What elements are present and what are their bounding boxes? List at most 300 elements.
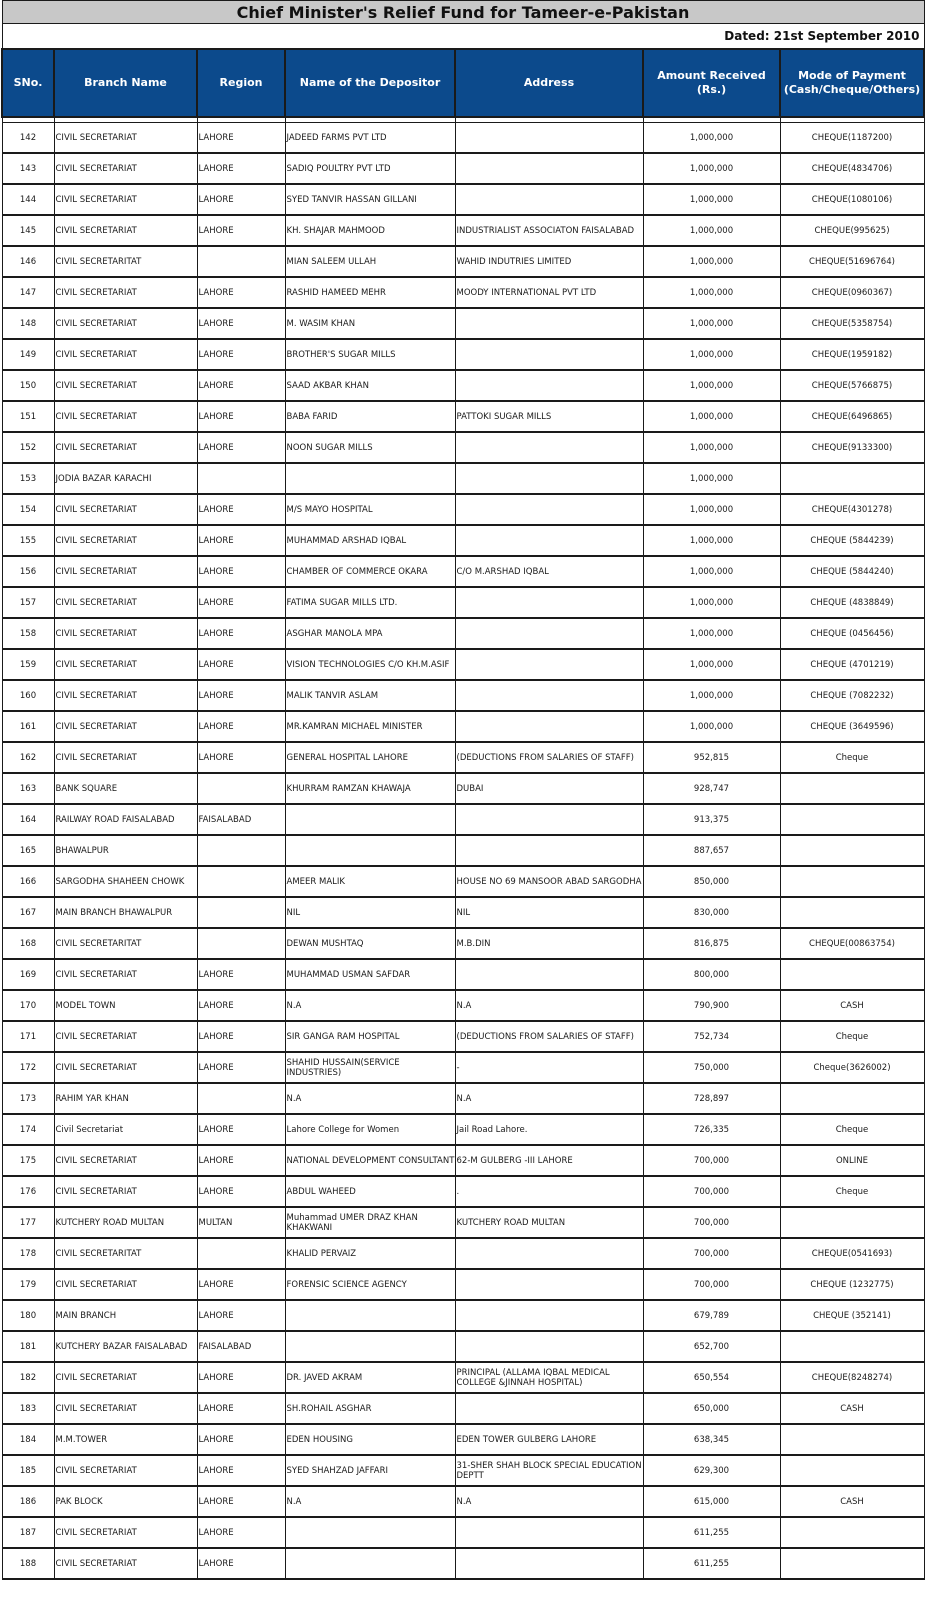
cell-address: N.A xyxy=(455,1486,643,1517)
cell-amount-received: 887,657 xyxy=(643,835,780,866)
cell-sno: 174 xyxy=(2,1114,54,1145)
cell-region: LAHORE xyxy=(197,556,285,587)
cell-depositor-name: ABDUL WAHEED xyxy=(285,1176,455,1207)
cell-address xyxy=(455,711,643,742)
cell-sno: 175 xyxy=(2,1145,54,1176)
table-row xyxy=(2,1238,924,1269)
cell-address: KUTCHERY ROAD MULTAN xyxy=(455,1207,643,1238)
cell-sno: 148 xyxy=(2,308,54,339)
cell-depositor-name: NATIONAL DEVELOPMENT CONSULTANT xyxy=(285,1145,455,1176)
cell-sno: 162 xyxy=(2,742,54,773)
cell-depositor-name: KHALID PERVAIZ xyxy=(285,1238,455,1269)
cell-sno: 172 xyxy=(2,1052,54,1083)
cell-region: LAHORE xyxy=(197,153,285,184)
cell-sno: 181 xyxy=(2,1331,54,1362)
cell-sno: 186 xyxy=(2,1486,54,1517)
cell-address: - xyxy=(455,1052,643,1083)
column-header-branch: Branch Name xyxy=(54,49,197,117)
cell-amount-received: 700,000 xyxy=(643,1269,780,1300)
cell-address: MOODY INTERNATIONAL PVT LTD xyxy=(455,277,643,308)
cell-region: LAHORE xyxy=(197,1300,285,1331)
cell-depositor-name: SIR GANGA RAM HOSPITAL xyxy=(285,1021,455,1052)
cell-sno: 163 xyxy=(2,773,54,804)
cell-amount-received: 700,000 xyxy=(643,1207,780,1238)
cell-address: DUBAI xyxy=(455,773,643,804)
cell-branch-name: JODIA BAZAR KARACHI xyxy=(54,463,197,494)
cell-depositor-name: VISION TECHNOLOGIES C/O KH.M.ASIF xyxy=(285,649,455,680)
cell-region: LAHORE xyxy=(197,494,285,525)
table-row xyxy=(2,1517,924,1548)
cell-payment-mode: CHEQUE (3649596) xyxy=(780,711,924,742)
table-row xyxy=(2,804,924,835)
cell-sno: 156 xyxy=(2,556,54,587)
cell-branch-name: Civil Secretariat xyxy=(54,1114,197,1145)
cell-payment-mode: Cheque xyxy=(780,1114,924,1145)
cell-amount-received: 752,734 xyxy=(643,1021,780,1052)
cell-address xyxy=(455,804,643,835)
cell-address xyxy=(455,370,643,401)
cell-payment-mode xyxy=(780,463,924,494)
cell-address: . xyxy=(455,1176,643,1207)
table-row xyxy=(2,1052,924,1083)
cell-depositor-name: MIAN SALEEM ULLAH xyxy=(285,246,455,277)
cell-branch-name: MAIN BRANCH BHAWALPUR xyxy=(54,897,197,928)
table-row xyxy=(2,1486,924,1517)
cell-payment-mode: CHEQUE(4301278) xyxy=(780,494,924,525)
cell-depositor-name: SYED SHAHZAD JAFFARI xyxy=(285,1455,455,1486)
cell-payment-mode: Cheque xyxy=(780,1176,924,1207)
cell-branch-name: CIVIL SECRETARIAT xyxy=(54,370,197,401)
cell-branch-name: CIVIL SECRETARIAT xyxy=(54,1548,197,1579)
cell-region: LAHORE xyxy=(197,1548,285,1579)
cell-amount-received: 800,000 xyxy=(643,959,780,990)
cell-sno: 177 xyxy=(2,1207,54,1238)
cell-sno: 183 xyxy=(2,1393,54,1424)
cell-branch-name: CIVIL SECRETARIAT xyxy=(54,680,197,711)
cell-amount-received: 1,000,000 xyxy=(643,308,780,339)
cell-depositor-name xyxy=(285,1517,455,1548)
cell-sno: 145 xyxy=(2,215,54,246)
cell-address: (DEDUCTIONS FROM SALARIES OF STAFF) xyxy=(455,742,643,773)
cell-payment-mode: CHEQUE(8248274) xyxy=(780,1362,924,1393)
cell-address xyxy=(455,1331,643,1362)
column-header-region: Region xyxy=(197,49,285,117)
cell-depositor-name: SHAHID HUSSAIN(SERVICE INDUSTRIES) xyxy=(285,1052,455,1083)
cell-amount-received: 1,000,000 xyxy=(643,370,780,401)
table-row xyxy=(2,742,924,773)
cell-amount-received: 952,815 xyxy=(643,742,780,773)
cell-amount-received: 726,335 xyxy=(643,1114,780,1145)
cell-branch-name: CIVIL SECRETARIAT xyxy=(54,587,197,618)
cell-payment-mode: CHEQUE (5844239) xyxy=(780,525,924,556)
cell-branch-name: CIVIL SECRETARIAT xyxy=(54,742,197,773)
cell-amount-received: 1,000,000 xyxy=(643,556,780,587)
cell-address xyxy=(455,959,643,990)
table-row xyxy=(2,1145,924,1176)
cell-depositor-name: M/S MAYO HOSPITAL xyxy=(285,494,455,525)
cell-region: LAHORE xyxy=(197,742,285,773)
cell-region: LAHORE xyxy=(197,339,285,370)
cell-amount-received: 790,900 xyxy=(643,990,780,1021)
cell-branch-name: CIVIL SECRETARIAT xyxy=(54,711,197,742)
cell-branch-name: CIVIL SECRETARITAT xyxy=(54,928,197,959)
cell-payment-mode: CHEQUE(6496865) xyxy=(780,401,924,432)
table-row xyxy=(2,339,924,370)
cell-region xyxy=(197,1238,285,1269)
cell-depositor-name: N.A xyxy=(285,990,455,1021)
cell-sno: 152 xyxy=(2,432,54,463)
cell-amount-received: 1,000,000 xyxy=(643,184,780,215)
cell-region xyxy=(197,246,285,277)
cell-depositor-name: EDEN HOUSING xyxy=(285,1424,455,1455)
cell-amount-received: 1,000,000 xyxy=(643,680,780,711)
cell-branch-name: CIVIL SECRETARIAT xyxy=(54,401,197,432)
table-row xyxy=(2,184,924,215)
cell-address xyxy=(455,432,643,463)
cell-branch-name: PAK BLOCK xyxy=(54,1486,197,1517)
cell-amount-received: 1,000,000 xyxy=(643,618,780,649)
cell-payment-mode xyxy=(780,1424,924,1455)
cell-branch-name: CIVIL SECRETARIAT xyxy=(54,1455,197,1486)
cell-depositor-name: BROTHER'S SUGAR MILLS xyxy=(285,339,455,370)
column-header-mode xyxy=(780,49,924,117)
cell-depositor-name: JADEED FARMS PVT LTD xyxy=(285,123,455,154)
cell-address xyxy=(455,1517,643,1548)
table-row xyxy=(2,1331,924,1362)
cell-sno: 165 xyxy=(2,835,54,866)
cell-region: LAHORE xyxy=(197,1145,285,1176)
cell-depositor-name: DEWAN MUSHTAQ xyxy=(285,928,455,959)
cell-payment-mode xyxy=(780,1455,924,1486)
cell-amount-received: 652,700 xyxy=(643,1331,780,1362)
cell-region: LAHORE xyxy=(197,1424,285,1455)
cell-address xyxy=(455,463,643,494)
table-row xyxy=(2,556,924,587)
cell-region: LAHORE xyxy=(197,1176,285,1207)
table-row xyxy=(2,123,924,154)
cell-region: LAHORE xyxy=(197,1393,285,1424)
cell-sno: 169 xyxy=(2,959,54,990)
cell-depositor-name: FATIMA SUGAR MILLS LTD. xyxy=(285,587,455,618)
table-row xyxy=(2,773,924,804)
cell-payment-mode: CHEQUE(1187200) xyxy=(780,123,924,154)
cell-branch-name: CIVIL SECRETARITAT xyxy=(54,1238,197,1269)
cell-sno: 160 xyxy=(2,680,54,711)
cell-payment-mode xyxy=(780,773,924,804)
cell-sno: 144 xyxy=(2,184,54,215)
cell-depositor-name: CHAMBER OF COMMERCE OKARA xyxy=(285,556,455,587)
cell-depositor-name: Lahore College for Women xyxy=(285,1114,455,1145)
table-row xyxy=(2,680,924,711)
cell-payment-mode xyxy=(780,1548,924,1579)
cell-region: LAHORE xyxy=(197,1269,285,1300)
cell-sno: 170 xyxy=(2,990,54,1021)
cell-depositor-name: FORENSIC SCIENCE AGENCY xyxy=(285,1269,455,1300)
cell-amount-received: 700,000 xyxy=(643,1176,780,1207)
cell-amount-received: 1,000,000 xyxy=(643,494,780,525)
cell-region: LAHORE xyxy=(197,990,285,1021)
table-row xyxy=(2,463,924,494)
cell-depositor-name xyxy=(285,1331,455,1362)
cell-branch-name: CIVIL SECRETARIAT xyxy=(54,339,197,370)
cell-sno: 167 xyxy=(2,897,54,928)
cell-region: LAHORE xyxy=(197,1486,285,1517)
cell-address: Jail Road Lahore. xyxy=(455,1114,643,1145)
table-row xyxy=(2,494,924,525)
cell-payment-mode xyxy=(780,804,924,835)
cell-payment-mode: CHEQUE(00863754) xyxy=(780,928,924,959)
cell-payment-mode: Cheque xyxy=(780,1021,924,1052)
table-row xyxy=(2,1548,924,1579)
cell-depositor-name: N.A xyxy=(285,1083,455,1114)
cell-branch-name: CIVIL SECRETARIAT xyxy=(54,153,197,184)
cell-payment-mode xyxy=(780,1083,924,1114)
column-header-sno: SNo. xyxy=(2,49,54,117)
cell-amount-received: 1,000,000 xyxy=(643,587,780,618)
cell-region: LAHORE xyxy=(197,618,285,649)
cell-amount-received: 913,375 xyxy=(643,804,780,835)
cell-depositor-name: SADIQ POULTRY PVT LTD xyxy=(285,153,455,184)
cell-depositor-name xyxy=(285,1300,455,1331)
cell-depositor-name: Muhammad UMER DRAZ KHAN KHAKWANI xyxy=(285,1207,455,1238)
table-row xyxy=(2,711,924,742)
cell-payment-mode: Cheque(3626002) xyxy=(780,1052,924,1083)
cell-address xyxy=(455,153,643,184)
cell-depositor-name: M. WASIM KHAN xyxy=(285,308,455,339)
cell-region: LAHORE xyxy=(197,1114,285,1145)
cell-branch-name: BANK SQUARE xyxy=(54,773,197,804)
cell-depositor-name: DR. JAVED AKRAM xyxy=(285,1362,455,1393)
column-header-amount xyxy=(643,49,780,117)
cell-amount-received: 1,000,000 xyxy=(643,339,780,370)
cell-payment-mode: CHEQUE (5844240) xyxy=(780,556,924,587)
cell-branch-name: CIVIL SECRETARIAT xyxy=(54,308,197,339)
cell-payment-mode xyxy=(780,1331,924,1362)
cell-branch-name: M.M.TOWER xyxy=(54,1424,197,1455)
cell-depositor-name: MR.KAMRAN MICHAEL MINISTER xyxy=(285,711,455,742)
cell-payment-mode: CHEQUE(5766875) xyxy=(780,370,924,401)
cell-payment-mode: CASH xyxy=(780,1393,924,1424)
cell-sno: 146 xyxy=(2,246,54,277)
cell-sno: 173 xyxy=(2,1083,54,1114)
cell-payment-mode: CHEQUE(995625) xyxy=(780,215,924,246)
table-row xyxy=(2,308,924,339)
cell-amount-received: 1,000,000 xyxy=(643,711,780,742)
cell-branch-name: BHAWALPUR xyxy=(54,835,197,866)
cell-address: INDUSTRIALIST ASSOCIATON FAISALABAD xyxy=(455,215,643,246)
cell-amount-received: 650,554 xyxy=(643,1362,780,1393)
cell-branch-name: CIVIL SECRETARIAT xyxy=(54,525,197,556)
table-row xyxy=(2,277,924,308)
cell-branch-name: CIVIL SECRETARIAT xyxy=(54,1052,197,1083)
cell-address xyxy=(455,308,643,339)
cell-branch-name: CIVIL SECRETARIAT xyxy=(54,1145,197,1176)
cell-region: MULTAN xyxy=(197,1207,285,1238)
amount-header-line1: Amount Received xyxy=(657,69,766,82)
cell-branch-name: KUTCHERY ROAD MULTAN xyxy=(54,1207,197,1238)
cell-depositor-name: MUHAMMAD ARSHAD IQBAL xyxy=(285,525,455,556)
table-row xyxy=(2,897,924,928)
cell-branch-name: MODEL TOWN xyxy=(54,990,197,1021)
cell-address: N.A xyxy=(455,990,643,1021)
table-row xyxy=(2,1393,924,1424)
cell-address: 31-SHER SHAH BLOCK SPECIAL EDUCATION DEPTT xyxy=(455,1455,643,1486)
cell-address: PRINCIPAL (ALLAMA IQBAL MEDICAL COLLEGE &JINNAH HOSPITAL) xyxy=(455,1362,643,1393)
cell-amount-received: 611,255 xyxy=(643,1548,780,1579)
cell-depositor-name: NOON SUGAR MILLS xyxy=(285,432,455,463)
table-row xyxy=(2,1269,924,1300)
cell-amount-received: 1,000,000 xyxy=(643,277,780,308)
cell-sno: 185 xyxy=(2,1455,54,1486)
cell-address xyxy=(455,1393,643,1424)
cell-branch-name: CIVIL SECRETARIAT xyxy=(54,959,197,990)
cell-address xyxy=(455,494,643,525)
cell-branch-name: CIVIL SECRETARIAT xyxy=(54,556,197,587)
cell-branch-name: CIVIL SECRETARIAT xyxy=(54,1393,197,1424)
cell-depositor-name: MUHAMMAD USMAN SAFDAR xyxy=(285,959,455,990)
cell-region: LAHORE xyxy=(197,525,285,556)
cell-branch-name: CIVIL SECRETARIAT xyxy=(54,432,197,463)
cell-address xyxy=(455,1269,643,1300)
cell-depositor-name: KHURRAM RAMZAN KHAWAJA xyxy=(285,773,455,804)
table-row xyxy=(2,1083,924,1114)
cell-region: LAHORE xyxy=(197,1052,285,1083)
table-row xyxy=(2,246,924,277)
cell-address xyxy=(455,525,643,556)
document-title: Chief Minister's Relief Fund for Tameer-e-Pakistan xyxy=(2,1,924,24)
cell-payment-mode xyxy=(780,1517,924,1548)
cell-sno: 142 xyxy=(2,123,54,154)
cell-sno: 171 xyxy=(2,1021,54,1052)
cell-payment-mode: CHEQUE(5358754) xyxy=(780,308,924,339)
cell-depositor-name: SAAD AKBAR KHAN xyxy=(285,370,455,401)
cell-depositor-name: ASGHAR MANOLA MPA xyxy=(285,618,455,649)
cell-region: LAHORE xyxy=(197,432,285,463)
cell-payment-mode: CASH xyxy=(780,1486,924,1517)
cell-payment-mode: CHEQUE(1080106) xyxy=(780,184,924,215)
cell-depositor-name xyxy=(285,1548,455,1579)
cell-payment-mode: CHEQUE(0960367) xyxy=(780,277,924,308)
cell-amount-received: 830,000 xyxy=(643,897,780,928)
cell-region: FAISALABAD xyxy=(197,1331,285,1362)
cell-sno: 166 xyxy=(2,866,54,897)
cell-depositor-name: BABA FARID xyxy=(285,401,455,432)
cell-address xyxy=(455,339,643,370)
cell-region xyxy=(197,463,285,494)
cell-depositor-name: AMEER MALIK xyxy=(285,866,455,897)
cell-region xyxy=(197,835,285,866)
cell-branch-name: CIVIL SECRETARIAT xyxy=(54,1362,197,1393)
table-row xyxy=(2,1362,924,1393)
cell-amount-received: 700,000 xyxy=(643,1145,780,1176)
cell-payment-mode: CHEQUE (4838849) xyxy=(780,587,924,618)
cell-region xyxy=(197,1083,285,1114)
table-row xyxy=(2,1021,924,1052)
cell-sno: 153 xyxy=(2,463,54,494)
table-row xyxy=(2,1176,924,1207)
cell-sno: 151 xyxy=(2,401,54,432)
cell-region: LAHORE xyxy=(197,215,285,246)
cell-sno: 158 xyxy=(2,618,54,649)
cell-sno: 154 xyxy=(2,494,54,525)
cell-branch-name: RAILWAY ROAD FAISALABAD xyxy=(54,804,197,835)
cell-branch-name: CIVIL SECRETARIAT xyxy=(54,184,197,215)
mode-header-line2: (Cash/Cheque/Others) xyxy=(783,83,921,96)
cell-amount-received: 629,300 xyxy=(643,1455,780,1486)
cell-payment-mode xyxy=(780,897,924,928)
table-row xyxy=(2,649,924,680)
table-row xyxy=(2,1114,924,1145)
cell-region: LAHORE xyxy=(197,401,285,432)
cell-sno: 176 xyxy=(2,1176,54,1207)
cell-region xyxy=(197,897,285,928)
cell-sno: 143 xyxy=(2,153,54,184)
mode-header-line1: Mode of Payment xyxy=(798,69,906,82)
cell-address: EDEN TOWER GULBERG LAHORE xyxy=(455,1424,643,1455)
cell-branch-name: MAIN BRANCH xyxy=(54,1300,197,1331)
cell-branch-name: CIVIL SECRETARIAT xyxy=(54,1176,197,1207)
cell-depositor-name: KH. SHAJAR MAHMOOD xyxy=(285,215,455,246)
relief-fund-table xyxy=(1,0,925,1580)
cell-branch-name: CIVIL SECRETARIAT xyxy=(54,123,197,154)
cell-address: M.B.DIN xyxy=(455,928,643,959)
cell-sno: 179 xyxy=(2,1269,54,1300)
cell-region: LAHORE xyxy=(197,649,285,680)
cell-region: LAHORE xyxy=(197,123,285,154)
table-row xyxy=(2,1300,924,1331)
cell-sno: 157 xyxy=(2,587,54,618)
cell-address: N.A xyxy=(455,1083,643,1114)
cell-region: LAHORE xyxy=(197,1517,285,1548)
cell-payment-mode: CHEQUE (352141) xyxy=(780,1300,924,1331)
cell-sno: 182 xyxy=(2,1362,54,1393)
cell-amount-received: 1,000,000 xyxy=(643,401,780,432)
cell-amount-received: 928,747 xyxy=(643,773,780,804)
cell-sno: 147 xyxy=(2,277,54,308)
table-row xyxy=(2,990,924,1021)
table-row xyxy=(2,928,924,959)
table-row xyxy=(2,1424,924,1455)
cell-region: LAHORE xyxy=(197,277,285,308)
cell-branch-name: CIVIL SECRETARIAT xyxy=(54,277,197,308)
cell-address xyxy=(455,1548,643,1579)
cell-amount-received: 750,000 xyxy=(643,1052,780,1083)
cell-depositor-name: N.A xyxy=(285,1486,455,1517)
cell-address xyxy=(455,184,643,215)
cell-address: C/O M.ARSHAD IQBAL xyxy=(455,556,643,587)
cell-amount-received: 1,000,000 xyxy=(643,246,780,277)
cell-depositor-name: NIL xyxy=(285,897,455,928)
cell-amount-received: 1,000,000 xyxy=(643,463,780,494)
cell-region: LAHORE xyxy=(197,959,285,990)
cell-amount-received: 615,000 xyxy=(643,1486,780,1517)
cell-branch-name: CIVIL SECRETARIAT xyxy=(54,1517,197,1548)
cell-depositor-name: SH.ROHAIL ASGHAR xyxy=(285,1393,455,1424)
cell-region: LAHORE xyxy=(197,711,285,742)
cell-amount-received: 638,345 xyxy=(643,1424,780,1455)
cell-amount-received: 650,000 xyxy=(643,1393,780,1424)
cell-region xyxy=(197,773,285,804)
cell-branch-name: CIVIL SECRETARIAT xyxy=(54,618,197,649)
cell-region xyxy=(197,866,285,897)
table-row xyxy=(2,153,924,184)
cell-depositor-name: GENERAL HOSPITAL LAHORE xyxy=(285,742,455,773)
cell-branch-name: CIVIL SECRETARIAT xyxy=(54,494,197,525)
table-row xyxy=(2,1207,924,1238)
cell-region: LAHORE xyxy=(197,370,285,401)
cell-branch-name: CIVIL SECRETARIAT xyxy=(54,1021,197,1052)
table-row xyxy=(2,432,924,463)
